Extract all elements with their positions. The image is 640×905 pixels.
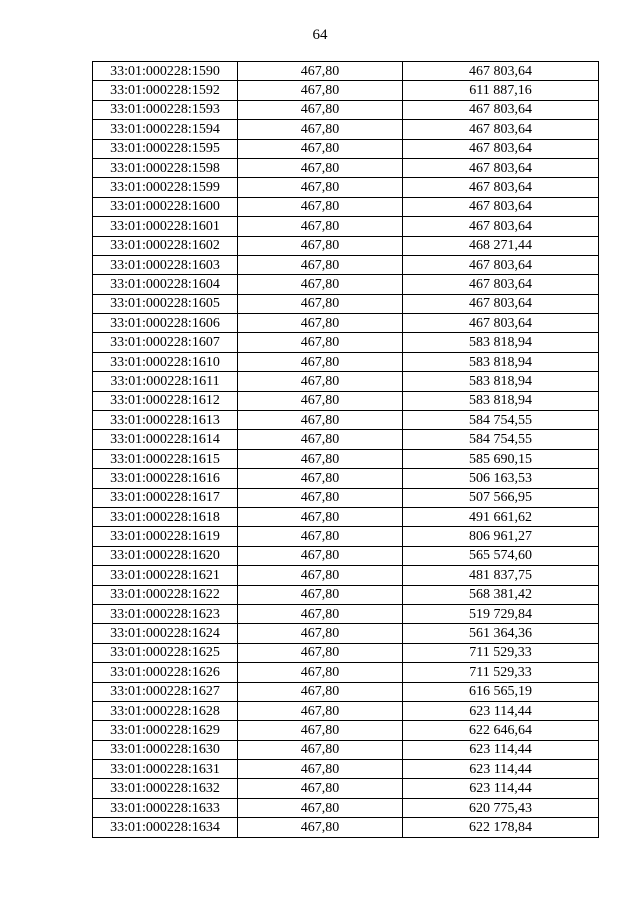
area-cell: 467,80: [238, 663, 403, 682]
value-cell: 583 818,94: [403, 333, 599, 352]
cadastral-number-cell: 33:01:000228:1606: [93, 314, 238, 333]
page-number: 64: [312, 27, 328, 43]
value-cell: 467 803,64: [403, 100, 599, 119]
value-cell: 611 887,16: [403, 81, 599, 100]
area-cell: 467,80: [238, 411, 403, 430]
table-row: [93, 197, 599, 216]
cadastral-number-cell: 33:01:000228:1604: [93, 275, 238, 294]
cadastral-number-cell: 33:01:000228:1610: [93, 352, 238, 371]
table-row: [93, 333, 599, 352]
table-row: [93, 624, 599, 643]
table-row: [93, 818, 599, 837]
table-row: [93, 449, 599, 468]
value-cell: 584 754,55: [403, 430, 599, 449]
table-row: [93, 158, 599, 177]
value-cell: 584 754,55: [403, 411, 599, 430]
area-cell: 467,80: [238, 217, 403, 236]
cadastral-number-cell: 33:01:000228:1628: [93, 701, 238, 720]
cadastral-number-cell: 33:01:000228:1612: [93, 391, 238, 410]
value-cell: 467 803,64: [403, 120, 599, 139]
cadastral-number-cell: 33:01:000228:1614: [93, 430, 238, 449]
area-cell: 467,80: [238, 818, 403, 837]
cadastral-number-cell: 33:01:000228:1629: [93, 721, 238, 740]
area-cell: 467,80: [238, 294, 403, 313]
value-cell: 481 837,75: [403, 566, 599, 585]
area-cell: 467,80: [238, 120, 403, 139]
cadastral-number-cell: 33:01:000228:1593: [93, 100, 238, 119]
cadastral-number-cell: 33:01:000228:1618: [93, 507, 238, 526]
table-row: [93, 178, 599, 197]
value-cell: 561 364,36: [403, 624, 599, 643]
cadastral-number-cell: 33:01:000228:1630: [93, 740, 238, 759]
cadastral-number-cell: 33:01:000228:1634: [93, 818, 238, 837]
cadastral-number-cell: 33:01:000228:1594: [93, 120, 238, 139]
cadastral-number-cell: 33:01:000228:1613: [93, 411, 238, 430]
table-row: [93, 663, 599, 682]
table-row: [93, 507, 599, 526]
table-row: [93, 62, 599, 81]
table-row: [93, 469, 599, 488]
cadastral-number-cell: 33:01:000228:1601: [93, 217, 238, 236]
cadastral-number-cell: 33:01:000228:1595: [93, 139, 238, 158]
area-cell: 467,80: [238, 391, 403, 410]
area-cell: 467,80: [238, 178, 403, 197]
cadastral-number-cell: 33:01:000228:1623: [93, 604, 238, 623]
value-cell: 467 803,64: [403, 294, 599, 313]
cadastral-number-cell: 33:01:000228:1607: [93, 333, 238, 352]
table-row: [93, 701, 599, 720]
cadastral-number-cell: 33:01:000228:1620: [93, 546, 238, 565]
cadastral-number-cell: 33:01:000228:1627: [93, 682, 238, 701]
value-cell: 623 114,44: [403, 760, 599, 779]
table-row: [93, 236, 599, 255]
area-cell: 467,80: [238, 682, 403, 701]
value-cell: 623 114,44: [403, 701, 599, 720]
area-cell: 467,80: [238, 81, 403, 100]
area-cell: 467,80: [238, 585, 403, 604]
value-cell: 467 803,64: [403, 139, 599, 158]
area-cell: 467,80: [238, 255, 403, 274]
table-row: [93, 372, 599, 391]
area-cell: 467,80: [238, 469, 403, 488]
value-cell: 519 729,84: [403, 604, 599, 623]
cadastral-number-cell: 33:01:000228:1632: [93, 779, 238, 798]
area-cell: 467,80: [238, 566, 403, 585]
table-row: [93, 546, 599, 565]
cadastral-number-cell: 33:01:000228:1616: [93, 469, 238, 488]
area-cell: 467,80: [238, 197, 403, 216]
cadastral-number-cell: 33:01:000228:1622: [93, 585, 238, 604]
value-cell: 467 803,64: [403, 217, 599, 236]
area-cell: 467,80: [238, 527, 403, 546]
area-cell: 467,80: [238, 779, 403, 798]
cadastral-number-cell: 33:01:000228:1611: [93, 372, 238, 391]
value-cell: 711 529,33: [403, 663, 599, 682]
cadastral-number-cell: 33:01:000228:1590: [93, 62, 238, 81]
cadastral-number-cell: 33:01:000228:1600: [93, 197, 238, 216]
value-cell: 623 114,44: [403, 740, 599, 759]
area-cell: 467,80: [238, 721, 403, 740]
table-row: [93, 779, 599, 798]
value-cell: 583 818,94: [403, 391, 599, 410]
area-cell: 467,80: [238, 740, 403, 759]
area-cell: 467,80: [238, 760, 403, 779]
area-cell: 467,80: [238, 352, 403, 371]
table-row: [93, 217, 599, 236]
cadastral-number-cell: 33:01:000228:1603: [93, 255, 238, 274]
value-cell: 467 803,64: [403, 275, 599, 294]
area-cell: 467,80: [238, 430, 403, 449]
value-cell: 467 803,64: [403, 255, 599, 274]
cadastral-number-cell: 33:01:000228:1626: [93, 663, 238, 682]
value-cell: 491 661,62: [403, 507, 599, 526]
area-cell: 467,80: [238, 507, 403, 526]
area-cell: 467,80: [238, 449, 403, 468]
value-cell: 620 775,43: [403, 798, 599, 817]
area-cell: 467,80: [238, 275, 403, 294]
table-row: [93, 430, 599, 449]
area-cell: 467,80: [238, 236, 403, 255]
area-cell: 467,80: [238, 701, 403, 720]
area-cell: 467,80: [238, 139, 403, 158]
area-cell: 467,80: [238, 798, 403, 817]
value-cell: 583 818,94: [403, 352, 599, 371]
value-cell: 806 961,27: [403, 527, 599, 546]
table-row: [93, 527, 599, 546]
table-row: [93, 100, 599, 119]
area-cell: 467,80: [238, 314, 403, 333]
table-row: [93, 682, 599, 701]
table-row: [93, 798, 599, 817]
table-row: [93, 585, 599, 604]
table-row: [93, 255, 599, 274]
value-cell: 507 566,95: [403, 488, 599, 507]
table-row: [93, 721, 599, 740]
value-cell: 616 565,19: [403, 682, 599, 701]
value-cell: 467 803,64: [403, 197, 599, 216]
area-cell: 467,80: [238, 158, 403, 177]
cadastral-number-cell: 33:01:000228:1617: [93, 488, 238, 507]
value-cell: 467 803,64: [403, 314, 599, 333]
cadastral-number-cell: 33:01:000228:1598: [93, 158, 238, 177]
value-cell: 467 803,64: [403, 158, 599, 177]
area-cell: 467,80: [238, 604, 403, 623]
area-cell: 467,80: [238, 488, 403, 507]
value-cell: 711 529,33: [403, 643, 599, 662]
cadastral-number-cell: 33:01:000228:1624: [93, 624, 238, 643]
area-cell: 467,80: [238, 624, 403, 643]
table-body: [93, 62, 599, 838]
table-row: [93, 294, 599, 313]
value-cell: 585 690,15: [403, 449, 599, 468]
value-cell: 467 803,64: [403, 178, 599, 197]
value-cell: 622 646,64: [403, 721, 599, 740]
cadastral-number-cell: 33:01:000228:1619: [93, 527, 238, 546]
data-table: [92, 61, 599, 838]
table-row: [93, 740, 599, 759]
cadastral-number-cell: 33:01:000228:1633: [93, 798, 238, 817]
table-row: [93, 391, 599, 410]
table-row: [93, 643, 599, 662]
area-cell: 467,80: [238, 643, 403, 662]
value-cell: 583 818,94: [403, 372, 599, 391]
value-cell: 568 381,42: [403, 585, 599, 604]
value-cell: 506 163,53: [403, 469, 599, 488]
table-row: [93, 566, 599, 585]
value-cell: 622 178,84: [403, 818, 599, 837]
area-cell: 467,80: [238, 333, 403, 352]
table-row: [93, 314, 599, 333]
cadastral-number-cell: 33:01:000228:1625: [93, 643, 238, 662]
table-row: [93, 275, 599, 294]
cadastral-number-cell: 33:01:000228:1631: [93, 760, 238, 779]
value-cell: 565 574,60: [403, 546, 599, 565]
cadastral-number-cell: 33:01:000228:1615: [93, 449, 238, 468]
area-cell: 467,80: [238, 546, 403, 565]
value-cell: 623 114,44: [403, 779, 599, 798]
table-row: [93, 352, 599, 371]
cadastral-number-cell: 33:01:000228:1602: [93, 236, 238, 255]
area-cell: 467,80: [238, 62, 403, 81]
cadastral-number-cell: 33:01:000228:1605: [93, 294, 238, 313]
cadastral-number-cell: 33:01:000228:1621: [93, 566, 238, 585]
table-row: [93, 139, 599, 158]
table-row: [93, 488, 599, 507]
area-cell: 467,80: [238, 100, 403, 119]
cadastral-number-cell: 33:01:000228:1592: [93, 81, 238, 100]
table-row: [93, 81, 599, 100]
table-row: [93, 760, 599, 779]
table-row: [93, 411, 599, 430]
cadastral-number-cell: 33:01:000228:1599: [93, 178, 238, 197]
table-row: [93, 120, 599, 139]
table-row: [93, 604, 599, 623]
value-cell: 467 803,64: [403, 62, 599, 81]
value-cell: 468 271,44: [403, 236, 599, 255]
area-cell: 467,80: [238, 372, 403, 391]
